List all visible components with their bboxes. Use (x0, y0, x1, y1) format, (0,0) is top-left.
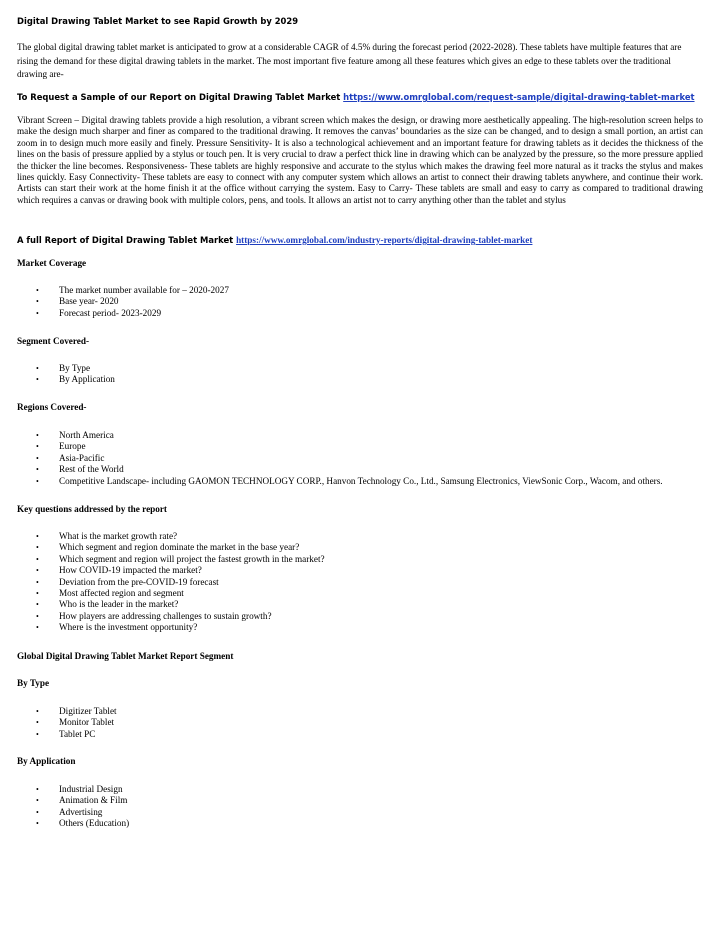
list-item (0, 622, 700, 633)
bullet-icon: • (36, 729, 39, 739)
list-item (0, 453, 700, 464)
bullet-icon: • (36, 807, 39, 817)
segment-covered-list (0, 363, 700, 386)
list-item-text: Animation & Film (59, 795, 128, 806)
intro-paragraph: The global digital drawing tablet market is anticipated to grow at a considerable CAGR of 4.5% during the forecast period (2022-2028). These tablets have multiple features that are rising the demand for these digital drawing tablets in the market. The most important five feature among all these features which gives an edge to these tablets over the traditional drawing are- (17, 42, 682, 79)
bullet-icon: • (36, 623, 39, 633)
list-item (0, 430, 700, 441)
bullet-icon: • (36, 819, 39, 829)
list-item-text: By Application (59, 374, 115, 385)
bullet-icon: • (36, 375, 39, 385)
bullet-icon: • (36, 286, 39, 295)
list-item-text: North America (59, 430, 114, 440)
list-item (0, 363, 700, 374)
list-item-text: Who is the leader in the market? (59, 599, 179, 610)
regions-covered-list (0, 430, 700, 487)
bullet-icon: • (36, 707, 39, 716)
bullet-icon: • (36, 796, 39, 806)
bullet-icon: • (36, 465, 39, 475)
list-item-text: Digitizer Tablet (59, 706, 117, 716)
list-item (0, 807, 700, 818)
list-item-text: What is the market growth rate? (59, 531, 178, 541)
list-item-text: Monitor Tablet (59, 717, 115, 728)
full-report-label: A full Report of Digital Drawing Tablet Market (17, 235, 237, 245)
list-item (0, 542, 700, 553)
list-item-text: Which segment and region dominate the market in the base year? (59, 542, 300, 553)
list-item (0, 717, 700, 728)
list-item (0, 599, 700, 610)
list-item-text: Competitive Landscape- including GAOMON TECHNOLOGY CORP., Hanvon Technology Co., Ltd., Samsung Electronics, ViewSonic Corp., Wacom, and others. (59, 475, 663, 486)
bullet-icon: • (36, 431, 39, 440)
bullet-icon: • (36, 554, 39, 564)
list-item-text: How COVID-19 impacted the market? (59, 565, 202, 576)
list-item-text: By Type (59, 363, 91, 373)
bullet-icon: • (36, 566, 39, 576)
bullet-icon: • (36, 532, 39, 541)
request-sample-link[interactable]: https://www.omrglobal.com/request-sample/digital-drawing-tablet-market (343, 92, 695, 102)
bullet-icon: • (36, 543, 39, 553)
list-item (0, 611, 700, 622)
list-item-text: Which segment and region will project the fastest growth in the market? (59, 553, 325, 564)
list-item-text: How players are addressing challenges to sustain growth? (59, 610, 272, 621)
bullet-icon: • (36, 600, 39, 610)
regions-covered-heading: Regions Covered- (17, 402, 87, 412)
list-item (0, 795, 700, 806)
list-item (0, 441, 700, 452)
bullet-icon: • (36, 718, 39, 728)
bullet-icon: • (36, 476, 39, 486)
request-sample-label: To Request a Sample of our Report on Digital Drawing Tablet Market (17, 92, 344, 102)
bullet-icon: • (36, 785, 39, 794)
full-report-link[interactable]: https://www.omrglobal.com/industry-reports/digital-drawing-tablet-market (236, 235, 533, 245)
list-item-text: Europe (59, 441, 86, 452)
list-item (0, 565, 700, 576)
request-sample-line (17, 92, 703, 102)
list-item-text: Tablet PC (59, 728, 96, 739)
list-item (0, 476, 700, 487)
bullet-icon: • (36, 364, 39, 373)
market-coverage-heading: Market Coverage (17, 258, 87, 268)
document-title: Digital Drawing Tablet Market to see Rapid Growth by 2029 (17, 16, 299, 26)
list-item-text: Forecast period- 2023-2029 (59, 307, 162, 318)
by-type-list (0, 706, 700, 740)
list-item (0, 729, 700, 740)
list-item (0, 296, 700, 307)
list-item-text: Advertising (59, 806, 103, 817)
full-report-line (17, 230, 703, 248)
bullet-icon: • (36, 577, 39, 587)
list-item-text: Most affected region and segment (59, 587, 184, 598)
list-item-text: Asia-Pacific (59, 452, 105, 463)
list-item (0, 308, 700, 319)
features-paragraph: Vibrant Screen – Digital drawing tablets provide a high resolution, a vibrant screen which makes the design, or drawing more aesthetically appealing. The high-resolution screen helps to make the design much sharper and finer as compared to the traditional drawing. It removes the canvas’ boundaries as the size can be changed, and to design a small portion, an artist can zoom in to design much more easily and finely. Pressure Sensitivity- It is also a technological achievement and an important feature for drawing tablets as it decides the thickness of the lines on the basis of pressure applied by a stylus or touch pen. It is very crucial to draw a perfect thick line in drawing which can be analyzed by the pressure, so the more pressure applied the thicker the line becomes. Responsiveness- These tablets are highly responsive and accurate to the stylus which makes the drawing feel more natural as it tracks the stylus and makes lines quickly. Easy Connectivity- These tablets are easy to connect with any computer system which allows an artist to connect their drawing tablets anywhere, and continue their work. Artists can start their work at the home finish it at the office without carrying the system. Easy to Carry- These tablets are small and easy to carry as compared to traditional drawing which requires a canvas or drawing book with multiple colors, pens, and tools. It allows an artist not to carry anything other than the tablet and stylus (17, 115, 703, 205)
list-item-text: Rest of the World (59, 464, 124, 475)
list-item-text: The market number available for – 2020-2027 (59, 285, 229, 295)
list-item-text: Industrial Design (59, 784, 123, 794)
list-item (0, 374, 700, 385)
list-item-text: Others (Education) (59, 818, 130, 829)
bullet-icon: • (36, 453, 39, 463)
list-item-text: Where is the investment opportunity? (59, 622, 198, 633)
by-application-list (0, 784, 700, 830)
report-segment-heading: Global Digital Drawing Tablet Market Report Segment (17, 651, 234, 661)
list-item (0, 464, 700, 475)
list-item (0, 577, 700, 588)
segment-covered-heading: Segment Covered- (17, 336, 90, 346)
list-item (0, 706, 700, 717)
by-application-heading: By Application (17, 756, 76, 766)
bullet-icon: • (36, 442, 39, 452)
key-questions-heading: Key questions addressed by the report (17, 504, 167, 514)
by-type-heading: By Type (17, 678, 50, 688)
list-item (0, 818, 700, 829)
bullet-icon: • (36, 297, 39, 307)
key-questions-list (0, 531, 700, 634)
list-item (0, 588, 700, 599)
list-item (0, 531, 700, 542)
bullet-icon: • (36, 588, 39, 598)
list-item-text: Deviation from the pre-COVID-19 forecast (59, 576, 219, 587)
bullet-icon: • (36, 308, 39, 318)
list-item (0, 285, 700, 296)
market-coverage-list (0, 285, 700, 319)
list-item (0, 784, 700, 795)
list-item (0, 554, 700, 565)
bullet-icon: • (36, 611, 39, 621)
list-item-text: Base year- 2020 (59, 296, 119, 307)
